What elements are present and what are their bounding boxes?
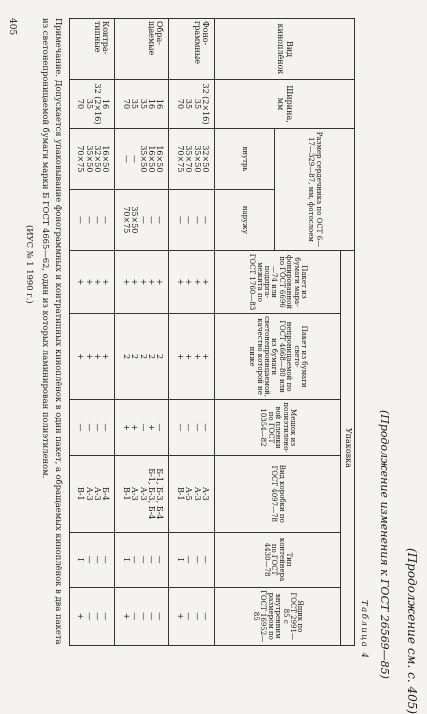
- col-crate: Ящик по ГОСТ 2991—85 с внутренним размером по ГОСТ 16952—85: [215, 587, 341, 646]
- cell-c5: — — — — I: [115, 532, 169, 587]
- packaging-table: [69, 18, 355, 646]
- col-kind: Вид киноплёнок: [215, 19, 355, 80]
- table-row: [169, 19, 215, 646]
- cell-c3: — — — —: [69, 400, 115, 456]
- cell-c6: — — — — +: [115, 587, 169, 646]
- cell-c6: — — — +: [169, 587, 215, 646]
- reference: (ИУС № 1 1990 г.): [25, 225, 35, 304]
- cell-width: 32 (2×16) 35 35 70: [169, 80, 215, 129]
- cell-outside: — — — —: [169, 189, 215, 250]
- cell-c4: Б-1, Б-3, Б-4 Б-1, Б-3, Б-4 А-3 А-3 В-1: [115, 455, 169, 532]
- cell-c3: — + — + +: [115, 400, 169, 456]
- col-packaging: Упаковка: [341, 250, 355, 645]
- col-inside: внутрь: [215, 128, 275, 189]
- sub-note: (Продолжение изменения к ГОСТ 26569—85): [378, 410, 391, 679]
- cell-kind: Контра-типные: [69, 19, 115, 80]
- cell-c2: 2 2 2 2 2: [115, 314, 169, 400]
- cell-c6: — — — +: [69, 587, 115, 646]
- cell-outside: — — — 35×50 70×75: [115, 189, 169, 250]
- col-width: Ширина, мм: [215, 80, 355, 129]
- cell-c5: — — — I: [169, 532, 215, 587]
- table-row: [115, 19, 169, 646]
- cell-outside: — — — —: [69, 189, 115, 250]
- cell-width: 16 32 (2×16) 35 70: [69, 80, 115, 129]
- cell-inside: 16×50 32×50 35×50 70×75: [69, 128, 115, 189]
- cell-c2: + + + +: [169, 314, 215, 400]
- cell-width: 16 16 35 35 70: [115, 80, 169, 129]
- col-poly-bag: Мешок из полиэтилено-вой пленки по ГОСТ 10354—82: [215, 400, 341, 456]
- cell-c1: + + + +: [169, 250, 215, 313]
- cell-c1: + + + +: [69, 250, 115, 313]
- col-paper-bag: Пакет из бумаги мара-фонированной по ГОСТ 6696—74 или подпрга-межита по ГОСТ 1760—83: [215, 250, 341, 313]
- cell-c1: + + + + +: [115, 250, 169, 313]
- col-outside: наружу: [215, 189, 275, 250]
- cell-kind: Обра-щаемые: [115, 19, 169, 80]
- col-core-size: Размер сердечника по ОСТ 6—17—329—87, мм, фотослоем: [275, 128, 355, 250]
- cell-c2: + + + +: [69, 314, 115, 400]
- cell-kind: Фоно-граммные: [169, 19, 215, 80]
- table-row: [69, 19, 115, 646]
- top-note: (Продолжение см. с. 405): [405, 548, 419, 714]
- page-number: 405: [7, 18, 17, 36]
- cell-inside: 16×50 16×50 35×50 — —: [115, 128, 169, 189]
- cell-c3: — — — —: [169, 400, 215, 456]
- cell-inside: 32×50 35×50 35×70 70×75: [169, 128, 215, 189]
- cell-c4: А-3 А-3 А-5 В-1: [169, 455, 215, 532]
- cell-c4: Б-4 А-3 А-3 В-1: [69, 455, 115, 532]
- col-box-type: Вид коробки по ГОСТ 4097—78: [215, 455, 341, 532]
- table-label: Таблица 4: [359, 600, 369, 660]
- table-note: Примечание. Допускается упаковывание фонограммных и контратипных киноплёнок в один пакет, а обращаемых киноплёнок в два пакета из светонепроницаемой бумаги марки Б ГОСТ 4665—62, один из которых ламинирован полиэтиленом.: [41, 18, 64, 645]
- cell-c5: — — — I: [69, 532, 115, 587]
- col-lightproof-bag: Пакет из бумаги свето-непроницаемой по ГОСТ 4668—80 или из бумаги светонепроницаемой, качество которой не ниже: [215, 314, 341, 400]
- col-container-type: Тип контейнера по ГОСТ 4430—78: [215, 532, 341, 587]
